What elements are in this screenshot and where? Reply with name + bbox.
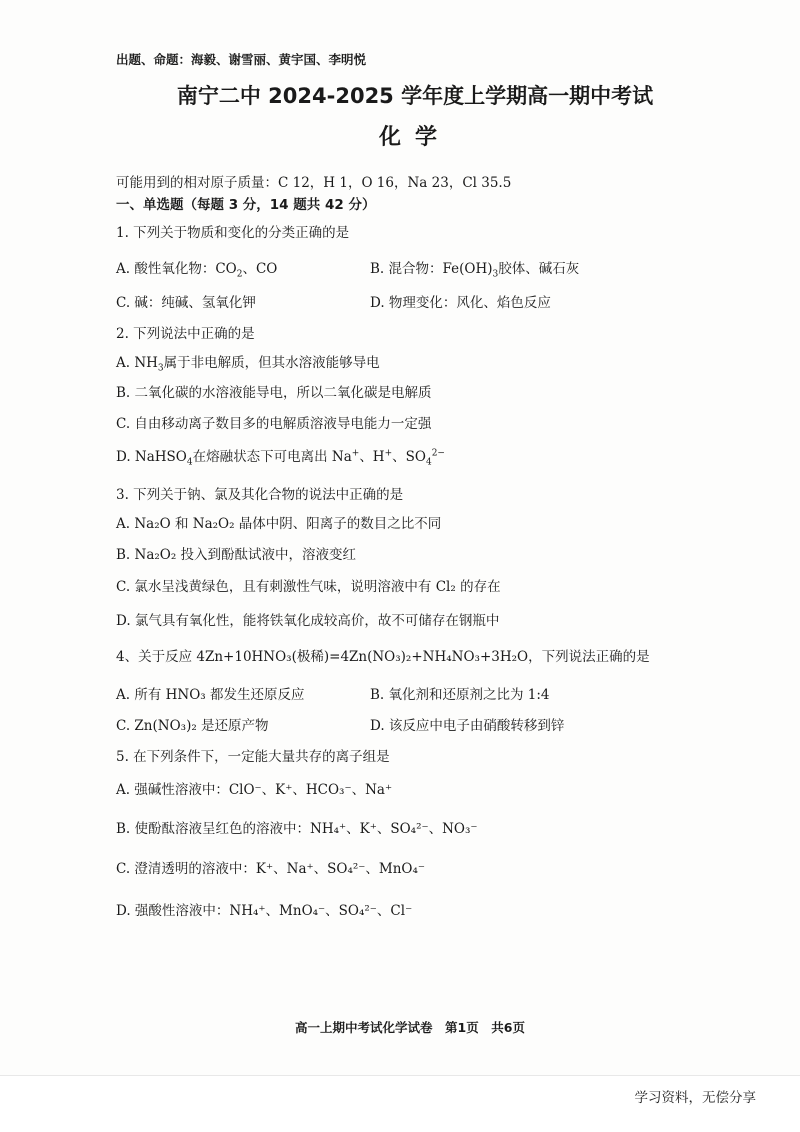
q2-option-b: B. 二氧化碳的水溶液能导电，所以二氧化碳是电解质 — [116, 385, 432, 401]
q5-option-c: C. 澄清透明的溶液中：K⁺、Na⁺、SO₄²⁻、MnO₄⁻ — [116, 861, 426, 877]
q2-option-a: A. $NH_3$属于非电解质，但其水溶液能够导电 — [116, 355, 380, 374]
q4-option-a: A. 所有 HNO₃ 都发生还原反应 — [116, 687, 305, 703]
q5-stem: 5. 在下列条件下，一定能大量共存的离子组是 — [116, 749, 390, 765]
exam-subject: 化学 — [378, 125, 451, 150]
q3-option-b: B. Na₂O₂ 投入到酚酞试液中，溶液变红 — [116, 547, 357, 563]
q2-option-c: C. 自由移动离子数目多的电解质溶液导电能力一定强 — [116, 416, 432, 432]
q5-option-a: A. 强碱性溶液中：ClO⁻、K⁺、HCO₃⁻、Na⁺ — [116, 782, 393, 798]
q4-option-c: C. Zn(NO₃)₂ 是还原产物 — [116, 718, 269, 734]
q4-option-d: D. 该反应中电子由硝酸转移到锌 — [370, 718, 565, 734]
q1-option-d: D. 物理变化：风化、焰色反应 — [370, 295, 551, 311]
atomic-masses: 可能用到的相对原子质量：C 12，H 1，O 16，Na 23，Cl 35.5 — [116, 175, 512, 191]
q3-option-a: A. Na₂O 和 Na₂O₂ 晶体中阴、阳离子的数目之比不同 — [116, 516, 442, 532]
q1-option-c: C. 碱：纯碱、氢氧化钾 — [116, 295, 256, 311]
q2-stem: 2. 下列说法中正确的是 — [116, 326, 255, 342]
q5-option-d: D. 强酸性溶液中：NH₄⁺、MnO₄⁻、SO₄²⁻、Cl⁻ — [116, 903, 413, 919]
share-note: 学习资料，无偿分享 — [634, 1090, 756, 1106]
page-divider — [0, 1075, 800, 1076]
exam-title: 南宁二中 2024-2025 学年度上学期高一期中考试 — [176, 84, 654, 108]
setters-line: 出题、命题：海毅、谢雪丽、黄宇国、李明悦 — [116, 52, 367, 67]
q2-option-d: D. NaHSO$_4$在熔融状态下可电离出 Na+、H+、$SO_4^{2-}$ — [116, 448, 445, 468]
q3-option-d: D. 氯气具有氧化性，能将铁氧化成较高价，故不可储存在钢瓶中 — [116, 613, 500, 629]
q4-stem: 4、关于反应 4Zn+10HNO₃(极稀)=4Zn(NO₃)₂+NH₄NO₃+3H₂O，下列说法正确的是 — [116, 649, 650, 665]
q5-option-b: B. 使酚酞溶液呈红色的溶液中：NH₄⁺、K⁺、SO₄²⁻、NO₃⁻ — [116, 821, 478, 837]
q4-option-b: B. 氧化剂和还原剂之比为 1:4 — [370, 687, 550, 703]
q3-option-c: C. 氯水呈浅黄绿色，且有刺激性气味，说明溶液中有 Cl₂ 的存在 — [116, 579, 501, 595]
q1-option-a: A. 酸性氧化物：$CO_2$、CO — [116, 261, 278, 280]
section-heading: 一、单选题（每题 3 分，14 题共 42 分） — [116, 197, 376, 213]
q1-stem: 1. 下列关于物质和变化的分类正确的是 — [116, 225, 350, 241]
q3-stem: 3. 下列关于钠、氯及其化合物的说法中正确的是 — [116, 487, 404, 503]
q1-option-b: B. 混合物：$Fe(OH)_3$胶体、碱石灰 — [370, 261, 580, 280]
page-footer: 高一上期中考试化学试卷 第1页 共6页 — [295, 1020, 525, 1035]
